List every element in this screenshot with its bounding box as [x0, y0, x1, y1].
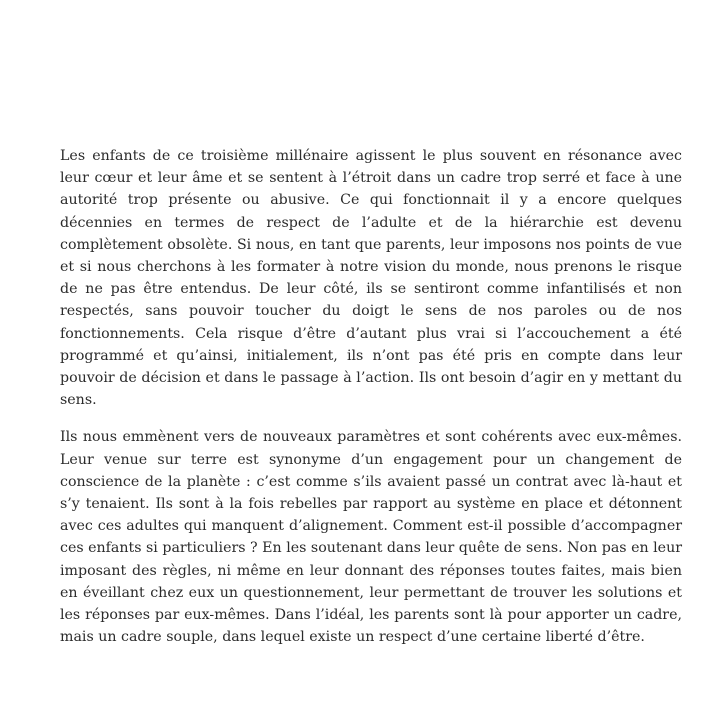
paragraph-1: Les enfants de ce troisième millénaire agissent le plus souvent en résonance avec leur cœur et leur âme et se sentent à l’étroit dans un cadre trop serré et face à une autorité trop présente ou abusive. Ce qui fonctionnait il y a encore quelques décennies en termes de respect de l’adulte et de la hiérarchie est devenu complètement obsolète. Si nous, en tant que parents, leur imposons nos points de vue et si nous cherchons à les formater à notre vision du monde, nous prenons le risque de ne pas être entendus. De leur côté, ils se sentiront comme infantilisés et non respectés, sans pouvoir toucher du doigt le sens de nos paroles ou de nos fonctionnements. Cela risque d’être d’autant plus vrai si l’accouchement a été programmé et qu’ainsi, initialement, ils n’ont pas été pris en compte dans leur pouvoir de décision et dans le passage à l’action. Ils ont besoin d’agir en y mettant du sens.	[60, 148, 682, 409]
paragraph-2: Ils nous emmènent vers de nouveaux paramètres et sont cohérents avec eux-mêmes. Leur venue sur terre est synonyme d’un engagement pour un changement de conscience de la planète : c’est comme s’ils avaient passé un contrat avec là-haut et s’y tenaient. Ils sont à la fois rebelles par rapport au système en place et détonnent avec ces adultes qui manquent d’alignement. Comment est-il possible d’accompagner ces enfants si particuliers ? En les soutenant dans leur quête de sens. Non pas en leur imposant des règles, ni même en leur donnant des réponses toutes faites, mais bien en éveillant chez eux un questionnement, leur permettant de trouver les solutions et les réponses par eux-mêmes. Dans l’idéal, les parents sont là pour apporter un cadre, mais un cadre souple, dans lequel existe un respect d’une certaine liberté d’être.	[60, 429, 682, 646]
document-body	[60, 145, 682, 663]
